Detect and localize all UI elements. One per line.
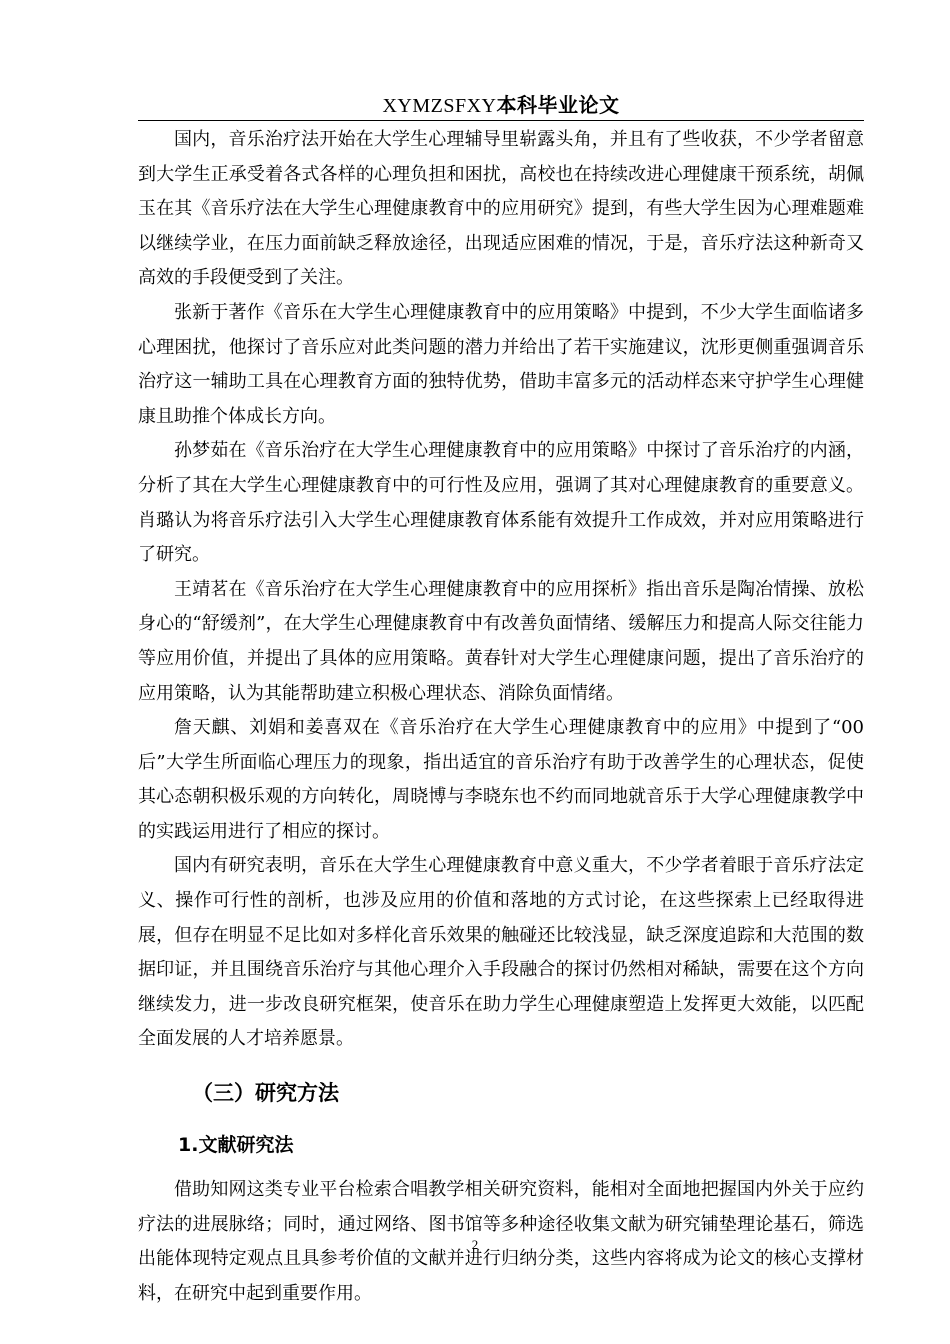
header-rule [138,120,864,121]
paragraph-sun-mengru: 孙梦茹在《音乐治疗在大学生心理健康教育中的应用策略》中探讨了音乐治疗的内涵，分析了其在大学生心理健康教育中的可行性及应用，强调了其对心理健康教育的重要意义。肖璐认为将音乐疗法引入大学生心理健康教育体系能有效提升工作成效，并对应用策略进行了研究。 [138,440,864,566]
page-number: 2 [471,1237,479,1252]
paragraph-wang-jingming: 王靖茗在《音乐治疗在大学生心理健康教育中的应用探析》指出音乐是陶冶情操、放松身心的“舒缓剂”，在大学生心理健康教育中有改善负面情绪、缓解压力和提高人际交往能力等应用价值，并提出了具体的应用策略。黄春针对大学生心理健康问题，提出了音乐治疗的应用策略，认为其能帮助建立积极心理状态、消除负面情绪。 [138,578,864,704]
page-header [138,92,864,119]
header-title: 本科毕业论文 [496,93,620,117]
paragraph-literature-method: 借助知网这类专业平台检索合唱教学相关研究资料，能相对全面地把握国内外关于应约疗法的进展脉络；同时，通过网络、图书馆等多种途径收集文献为研究铺垫理论基石，筛选出能体现特定观点且具参考价值的文献并进行归纳分类，这些内容将成为论文的核心支撑材料，在研究中起到重要作用。 [138,1179,864,1304]
subheading-literature-method: 1.文献研究法 [178,1134,294,1157]
paragraph-domestic-summary: 国内有研究表明，音乐在大学生心理健康教育中意义重大，不少学者着眼于音乐疗法定义、操作可行性的剖析，也涉及应用的价值和落地的方式讨论，在这些探索上已经取得进展，但存在明显不足比如对多样化音乐效果的触碰还比较浅显，缺乏深度追踪和大范围的数据印证，并且围绕音乐治疗与其他心理介入手段融合的探讨仍然相对稀缺，需要在这个方向继续发力，进一步改良研究框架，使音乐在助力学生心理健康塑造上发挥更大效能，以匹配全面发展的人才培养愿景。 [138,855,864,1050]
paragraph-zhang-xin: 张新于著作《音乐在大学生心理健康教育中的应用策略》中提到，不少大学生面临诸多心理困扰，他探讨了音乐应对此类问题的潜力并给出了若干实施建议，沈形更侧重强调音乐治疗这一辅助工具在心理教育方面的独特优势，借助丰富多元的活动样态来守护学生心理健康且助推个体成长方向。 [138,301,864,427]
paragraph-zhan-tianqi: 詹天麒、刘娟和姜喜双在《音乐治疗在大学生心理健康教育中的应用》中提到了“00后”大学生所面临心理压力的现象，指出适宜的音乐治疗有助于改善学生的心理状态，促使其心态朝积极乐观的方向转化，周晓博与李晓东也不约而同地就音乐于大学心理健康教学中的实践运用进行了相应的探讨。 [138,717,864,842]
header-school-code: XYMZSFXY [382,95,497,117]
section-heading-research-methods: （三）研究方法 [192,1081,339,1106]
paragraph-domestic-intro: 国内，音乐治疗法开始在大学生心理辅导里崭露头角，并且有了些收获，不少学者留意到大学生正承受着各式各样的心理负担和困扰，高校也在持续改进心理健康干预系统，胡佩玉在其《音乐疗法在大学生心理健康教育中的应用研究》提到，有些大学生因为心理难题难以继续学业，在压力面前缺乏释放途径，出现适应困难的情况，于是，音乐疗法这种新奇又高效的手段便受到了关注。 [138,129,864,289]
page-body [138,123,864,1311]
